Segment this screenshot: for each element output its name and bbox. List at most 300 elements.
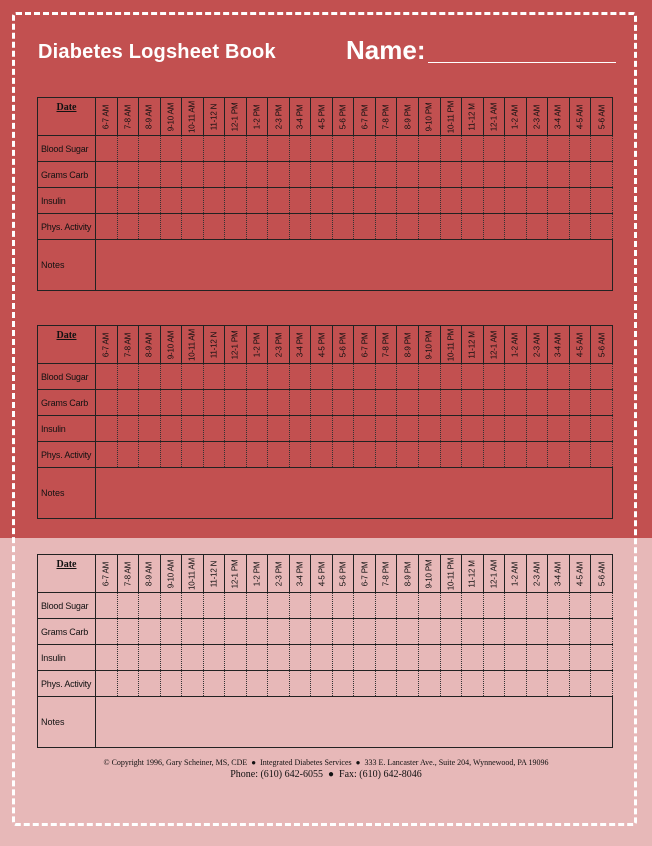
log-entry-cell[interactable] (505, 645, 527, 671)
log-entry-cell[interactable] (440, 442, 462, 468)
log-entry-cell[interactable] (139, 442, 161, 468)
log-entry-cell[interactable] (225, 136, 247, 162)
log-entry-cell[interactable] (160, 136, 182, 162)
log-entry-cell[interactable] (526, 442, 548, 468)
log-entry-cell[interactable] (462, 593, 484, 619)
log-entry-cell[interactable] (246, 645, 268, 671)
log-entry-cell[interactable] (548, 188, 570, 214)
log-entry-cell[interactable] (375, 593, 397, 619)
log-entry-cell[interactable] (182, 214, 204, 240)
log-entry-cell[interactable] (268, 390, 290, 416)
log-entry-cell[interactable] (311, 390, 333, 416)
log-entry-cell[interactable] (225, 162, 247, 188)
log-entry-cell[interactable] (182, 442, 204, 468)
log-entry-cell[interactable] (96, 136, 118, 162)
log-entry-cell[interactable] (311, 442, 333, 468)
log-entry-cell[interactable] (548, 645, 570, 671)
footer-fax: Fax: (610) 642-8046 (339, 769, 422, 780)
log-entry-cell[interactable] (526, 136, 548, 162)
log-entry-cell[interactable] (548, 364, 570, 390)
log-entry-cell[interactable] (591, 442, 613, 468)
log-entry-cell[interactable] (440, 416, 462, 442)
log-entry-cell[interactable] (483, 593, 505, 619)
log-entry-cell[interactable] (505, 442, 527, 468)
log-entry-cell[interactable] (440, 188, 462, 214)
log-entry-cell[interactable] (225, 619, 247, 645)
log-entry-cell[interactable] (375, 645, 397, 671)
log-entry-cell[interactable] (397, 390, 419, 416)
log-entry-cell[interactable] (332, 645, 354, 671)
log-entry-cell[interactable] (354, 619, 376, 645)
log-entry-cell[interactable] (354, 390, 376, 416)
log-entry-cell[interactable] (462, 416, 484, 442)
log-entry-cell[interactable] (354, 416, 376, 442)
log-entry-cell[interactable] (505, 671, 527, 697)
log-entry-cell[interactable] (268, 162, 290, 188)
time-slot-header (462, 326, 484, 364)
time-slot-header (526, 555, 548, 593)
log-entry-cell[interactable] (462, 364, 484, 390)
log-entry-cell[interactable] (526, 214, 548, 240)
log-entry-cell[interactable] (483, 364, 505, 390)
log-entry-cell[interactable] (418, 671, 440, 697)
log-entry-cell[interactable] (483, 188, 505, 214)
log-entry-cell[interactable] (117, 136, 139, 162)
log-entry-cell[interactable] (569, 390, 591, 416)
log-entry-cell[interactable] (440, 593, 462, 619)
log-entry-cell[interactable] (462, 645, 484, 671)
log-entry-cell[interactable] (418, 593, 440, 619)
log-entry-cell[interactable] (526, 188, 548, 214)
log-entry-cell[interactable] (354, 364, 376, 390)
log-entry-cell[interactable] (526, 645, 548, 671)
log-entry-cell[interactable] (397, 671, 419, 697)
log-entry-cell[interactable] (354, 188, 376, 214)
log-entry-cell[interactable] (397, 214, 419, 240)
log-entry-cell[interactable] (160, 442, 182, 468)
log-entry-cell[interactable] (375, 416, 397, 442)
log-entry-cell[interactable] (117, 416, 139, 442)
log-entry-cell[interactable] (160, 188, 182, 214)
log-entry-cell[interactable] (160, 593, 182, 619)
log-entry-cell[interactable] (203, 671, 225, 697)
log-entry-cell[interactable] (397, 593, 419, 619)
log-entry-cell[interactable] (526, 619, 548, 645)
log-entry-cell[interactable] (203, 619, 225, 645)
log-entry-cell[interactable] (418, 214, 440, 240)
log-entry-cell[interactable] (548, 442, 570, 468)
log-entry-cell[interactable] (160, 214, 182, 240)
log-entry-cell[interactable] (483, 162, 505, 188)
log-entry-cell[interactable] (354, 162, 376, 188)
log-entry-cell[interactable] (440, 364, 462, 390)
log-entry-cell[interactable] (246, 364, 268, 390)
log-entry-cell[interactable] (354, 136, 376, 162)
log-entry-cell[interactable] (225, 416, 247, 442)
log-entry-cell[interactable] (117, 364, 139, 390)
log-entry-cell[interactable] (96, 619, 118, 645)
log-entry-cell[interactable] (397, 188, 419, 214)
log-entry-cell[interactable] (591, 593, 613, 619)
log-entry-cell[interactable] (591, 364, 613, 390)
log-entry-cell[interactable] (96, 390, 118, 416)
log-entry-cell[interactable] (289, 442, 311, 468)
log-entry-cell[interactable] (182, 390, 204, 416)
log-entry-cell[interactable] (505, 162, 527, 188)
log-entry-cell[interactable] (548, 162, 570, 188)
log-entry-cell[interactable] (246, 188, 268, 214)
log-entry-cell[interactable] (139, 364, 161, 390)
log-entry-cell[interactable] (203, 442, 225, 468)
log-entry-cell[interactable] (397, 136, 419, 162)
log-entry-cell[interactable] (462, 442, 484, 468)
log-entry-cell[interactable] (418, 619, 440, 645)
log-entry-cell[interactable] (246, 671, 268, 697)
log-entry-cell[interactable] (591, 162, 613, 188)
log-entry-cell[interactable] (332, 416, 354, 442)
log-entry-cell[interactable] (332, 442, 354, 468)
log-entry-cell[interactable] (311, 188, 333, 214)
log-entry-cell[interactable] (483, 136, 505, 162)
log-entry-cell[interactable] (526, 162, 548, 188)
log-entry-cell[interactable] (505, 619, 527, 645)
log-entry-cell[interactable] (160, 390, 182, 416)
log-entry-cell[interactable] (418, 162, 440, 188)
log-entry-cell[interactable] (418, 442, 440, 468)
log-entry-cell[interactable] (117, 390, 139, 416)
log-entry-cell[interactable] (289, 416, 311, 442)
log-entry-cell[interactable] (505, 136, 527, 162)
log-entry-cell[interactable] (548, 390, 570, 416)
log-entry-cell[interactable] (569, 619, 591, 645)
log-entry-cell[interactable] (526, 671, 548, 697)
log-entry-cell[interactable] (225, 390, 247, 416)
log-entry-cell[interactable] (591, 645, 613, 671)
log-entry-cell[interactable] (569, 162, 591, 188)
log-entry-cell[interactable] (289, 390, 311, 416)
log-entry-cell[interactable] (289, 645, 311, 671)
log-entry-cell[interactable] (289, 162, 311, 188)
log-entry-cell[interactable] (225, 442, 247, 468)
log-entry-cell[interactable] (569, 645, 591, 671)
log-entry-cell[interactable] (569, 442, 591, 468)
log-entry-cell[interactable] (569, 188, 591, 214)
log-entry-cell[interactable] (96, 593, 118, 619)
log-entry-cell[interactable] (418, 188, 440, 214)
log-entry-cell[interactable] (397, 416, 419, 442)
time-slot-header (591, 98, 613, 136)
log-entry-cell[interactable] (462, 214, 484, 240)
log-entry-cell[interactable] (505, 593, 527, 619)
log-entry-cell[interactable] (289, 593, 311, 619)
log-entry-cell[interactable] (117, 593, 139, 619)
log-entry-cell[interactable] (483, 671, 505, 697)
log-entry-cell[interactable] (160, 671, 182, 697)
log-entry-cell[interactable] (418, 136, 440, 162)
log-entry-cell[interactable] (96, 442, 118, 468)
log-entry-cell[interactable] (139, 416, 161, 442)
log-entry-cell[interactable] (96, 214, 118, 240)
log-entry-cell[interactable] (375, 136, 397, 162)
log-row (38, 645, 613, 671)
log-entry-cell[interactable] (591, 390, 613, 416)
log-entry-cell[interactable] (117, 619, 139, 645)
log-entry-cell[interactable] (139, 214, 161, 240)
log-entry-cell[interactable] (462, 136, 484, 162)
log-entry-cell[interactable] (440, 214, 462, 240)
log-entry-cell[interactable] (96, 162, 118, 188)
log-entry-cell[interactable] (225, 593, 247, 619)
log-entry-cell[interactable] (268, 442, 290, 468)
log-entry-cell[interactable] (203, 645, 225, 671)
log-entry-cell[interactable] (117, 188, 139, 214)
log-entry-cell[interactable] (139, 188, 161, 214)
log-entry-cell[interactable] (268, 416, 290, 442)
log-entry-cell[interactable] (418, 645, 440, 671)
log-entry-cell[interactable] (483, 645, 505, 671)
log-entry-cell[interactable] (311, 671, 333, 697)
log-entry-cell[interactable] (203, 214, 225, 240)
log-entry-cell[interactable] (246, 136, 268, 162)
log-entry-cell[interactable] (203, 162, 225, 188)
log-entry-cell[interactable] (311, 214, 333, 240)
notes-field[interactable] (96, 468, 613, 519)
log-entry-cell[interactable] (591, 188, 613, 214)
log-entry-cell[interactable] (548, 593, 570, 619)
log-entry-cell[interactable] (268, 214, 290, 240)
log-entry-cell[interactable] (483, 442, 505, 468)
log-entry-cell[interactable] (462, 188, 484, 214)
log-entry-cell[interactable] (418, 364, 440, 390)
log-entry-cell[interactable] (569, 671, 591, 697)
log-entry-cell[interactable] (440, 645, 462, 671)
log-entry-cell[interactable] (203, 593, 225, 619)
log-entry-cell[interactable] (354, 593, 376, 619)
name-field[interactable] (428, 62, 616, 63)
log-entry-cell[interactable] (246, 416, 268, 442)
log-entry-cell[interactable] (483, 416, 505, 442)
log-entry-cell[interactable] (440, 671, 462, 697)
log-entry-cell[interactable] (569, 214, 591, 240)
log-entry-cell[interactable] (289, 188, 311, 214)
log-entry-cell[interactable] (548, 619, 570, 645)
log-entry-cell[interactable] (375, 619, 397, 645)
log-entry-cell[interactable] (182, 136, 204, 162)
log-entry-cell[interactable] (117, 162, 139, 188)
notes-field[interactable] (96, 697, 613, 748)
log-entry-cell[interactable] (483, 214, 505, 240)
log-entry-cell[interactable] (117, 214, 139, 240)
log-entry-cell[interactable] (569, 364, 591, 390)
log-entry-cell[interactable] (354, 645, 376, 671)
log-entry-cell[interactable] (483, 390, 505, 416)
log-entry-cell[interactable] (311, 416, 333, 442)
log-entry-cell[interactable] (418, 416, 440, 442)
log-entry-cell[interactable] (332, 390, 354, 416)
log-entry-cell[interactable] (483, 619, 505, 645)
log-entry-cell[interactable] (332, 364, 354, 390)
log-entry-cell[interactable] (569, 416, 591, 442)
log-entry-cell[interactable] (117, 671, 139, 697)
log-entry-cell[interactable] (160, 645, 182, 671)
log-entry-cell[interactable] (397, 162, 419, 188)
log-entry-cell[interactable] (182, 671, 204, 697)
log-entry-cell[interactable] (246, 593, 268, 619)
log-entry-cell[interactable] (526, 364, 548, 390)
log-entry-cell[interactable] (117, 442, 139, 468)
log-entry-cell[interactable] (548, 136, 570, 162)
log-entry-cell[interactable] (268, 593, 290, 619)
log-entry-cell[interactable] (526, 416, 548, 442)
log-entry-cell[interactable] (203, 364, 225, 390)
log-entry-cell[interactable] (332, 214, 354, 240)
log-entry-cell[interactable] (160, 162, 182, 188)
log-entry-cell[interactable] (268, 188, 290, 214)
log-entry-cell[interactable] (354, 442, 376, 468)
log-entry-cell[interactable] (462, 390, 484, 416)
log-entry-cell[interactable] (526, 593, 548, 619)
log-entry-cell[interactable] (182, 364, 204, 390)
log-entry-cell[interactable] (505, 416, 527, 442)
log-entry-cell[interactable] (440, 162, 462, 188)
log-entry-cell[interactable] (548, 416, 570, 442)
log-entry-cell[interactable] (182, 645, 204, 671)
log-entry-cell[interactable] (268, 136, 290, 162)
log-entry-cell[interactable] (246, 390, 268, 416)
log-entry-cell[interactable] (548, 671, 570, 697)
log-entry-cell[interactable] (505, 390, 527, 416)
log-entry-cell[interactable] (311, 136, 333, 162)
log-entry-cell[interactable] (289, 136, 311, 162)
log-entry-cell[interactable] (375, 364, 397, 390)
notes-field[interactable] (96, 240, 613, 291)
log-entry-cell[interactable] (182, 416, 204, 442)
log-entry-cell[interactable] (505, 214, 527, 240)
log-entry-cell[interactable] (591, 136, 613, 162)
log-entry-cell[interactable] (354, 671, 376, 697)
log-entry-cell[interactable] (289, 619, 311, 645)
log-entry-cell[interactable] (591, 671, 613, 697)
log-entry-cell[interactable] (139, 619, 161, 645)
log-entry-cell[interactable] (182, 162, 204, 188)
log-entry-cell[interactable] (354, 214, 376, 240)
log-entry-cell[interactable] (268, 671, 290, 697)
log-entry-cell[interactable] (139, 162, 161, 188)
log-entry-cell[interactable] (311, 162, 333, 188)
time-slot-label: 9-10 PM (424, 102, 434, 131)
log-entry-cell[interactable] (289, 364, 311, 390)
log-entry-cell[interactable] (332, 619, 354, 645)
log-entry-cell[interactable] (462, 619, 484, 645)
log-entry-cell[interactable] (96, 364, 118, 390)
log-entry-cell[interactable] (96, 416, 118, 442)
log-entry-cell[interactable] (160, 619, 182, 645)
log-entry-cell[interactable] (117, 645, 139, 671)
log-entry-cell[interactable] (526, 390, 548, 416)
log-entry-cell[interactable] (375, 188, 397, 214)
log-entry-cell[interactable] (591, 214, 613, 240)
log-entry-cell[interactable] (397, 619, 419, 645)
log-entry-cell[interactable] (160, 416, 182, 442)
log-entry-cell[interactable] (397, 364, 419, 390)
log-entry-cell[interactable] (505, 188, 527, 214)
log-entry-cell[interactable] (569, 593, 591, 619)
log-entry-cell[interactable] (225, 364, 247, 390)
log-entry-cell[interactable] (289, 214, 311, 240)
log-entry-cell[interactable] (332, 671, 354, 697)
log-entry-cell[interactable] (462, 162, 484, 188)
log-entry-cell[interactable] (139, 671, 161, 697)
log-entry-cell[interactable] (375, 162, 397, 188)
log-entry-cell[interactable] (268, 619, 290, 645)
log-entry-cell[interactable] (96, 188, 118, 214)
log-entry-cell[interactable] (203, 390, 225, 416)
log-entry-cell[interactable] (332, 593, 354, 619)
log-entry-cell[interactable] (569, 136, 591, 162)
log-entry-cell[interactable] (375, 671, 397, 697)
log-entry-cell[interactable] (96, 645, 118, 671)
log-entry-cell[interactable] (548, 214, 570, 240)
log-entry-cell[interactable] (332, 162, 354, 188)
log-entry-cell[interactable] (505, 364, 527, 390)
log-entry-cell[interactable] (96, 671, 118, 697)
log-entry-cell[interactable] (139, 645, 161, 671)
log-entry-cell[interactable] (246, 619, 268, 645)
log-entry-cell[interactable] (246, 162, 268, 188)
log-entry-cell[interactable] (225, 214, 247, 240)
log-entry-cell[interactable] (203, 188, 225, 214)
time-slot-header (139, 326, 161, 364)
log-entry-cell[interactable] (268, 364, 290, 390)
log-entry-cell[interactable] (311, 364, 333, 390)
log-entry-cell[interactable] (203, 136, 225, 162)
log-entry-cell[interactable] (591, 416, 613, 442)
log-entry-cell[interactable] (332, 188, 354, 214)
log-entry-cell[interactable] (160, 364, 182, 390)
log-entry-cell[interactable] (268, 645, 290, 671)
log-entry-cell[interactable] (462, 671, 484, 697)
log-entry-cell[interactable] (139, 136, 161, 162)
log-entry-cell[interactable] (182, 593, 204, 619)
log-entry-cell[interactable] (440, 390, 462, 416)
log-entry-cell[interactable] (182, 619, 204, 645)
log-entry-cell[interactable] (311, 645, 333, 671)
log-entry-cell[interactable] (246, 214, 268, 240)
log-entry-cell[interactable] (440, 136, 462, 162)
log-entry-cell[interactable] (203, 416, 225, 442)
log-entry-cell[interactable] (311, 593, 333, 619)
log-entry-cell[interactable] (225, 645, 247, 671)
log-entry-cell[interactable] (332, 136, 354, 162)
log-entry-cell[interactable] (289, 671, 311, 697)
log-entry-cell[interactable] (311, 619, 333, 645)
log-entry-cell[interactable] (375, 214, 397, 240)
log-entry-cell[interactable] (418, 390, 440, 416)
log-entry-cell[interactable] (225, 188, 247, 214)
log-entry-cell[interactable] (139, 593, 161, 619)
log-entry-cell[interactable] (139, 390, 161, 416)
log-entry-cell[interactable] (246, 442, 268, 468)
log-entry-cell[interactable] (440, 619, 462, 645)
time-slot-header (160, 555, 182, 593)
log-entry-cell[interactable] (375, 442, 397, 468)
log-entry-cell[interactable] (182, 188, 204, 214)
log-entry-cell[interactable] (225, 671, 247, 697)
log-entry-cell[interactable] (591, 619, 613, 645)
log-entry-cell[interactable] (375, 390, 397, 416)
log-entry-cell[interactable] (397, 442, 419, 468)
log-entry-cell[interactable] (397, 645, 419, 671)
